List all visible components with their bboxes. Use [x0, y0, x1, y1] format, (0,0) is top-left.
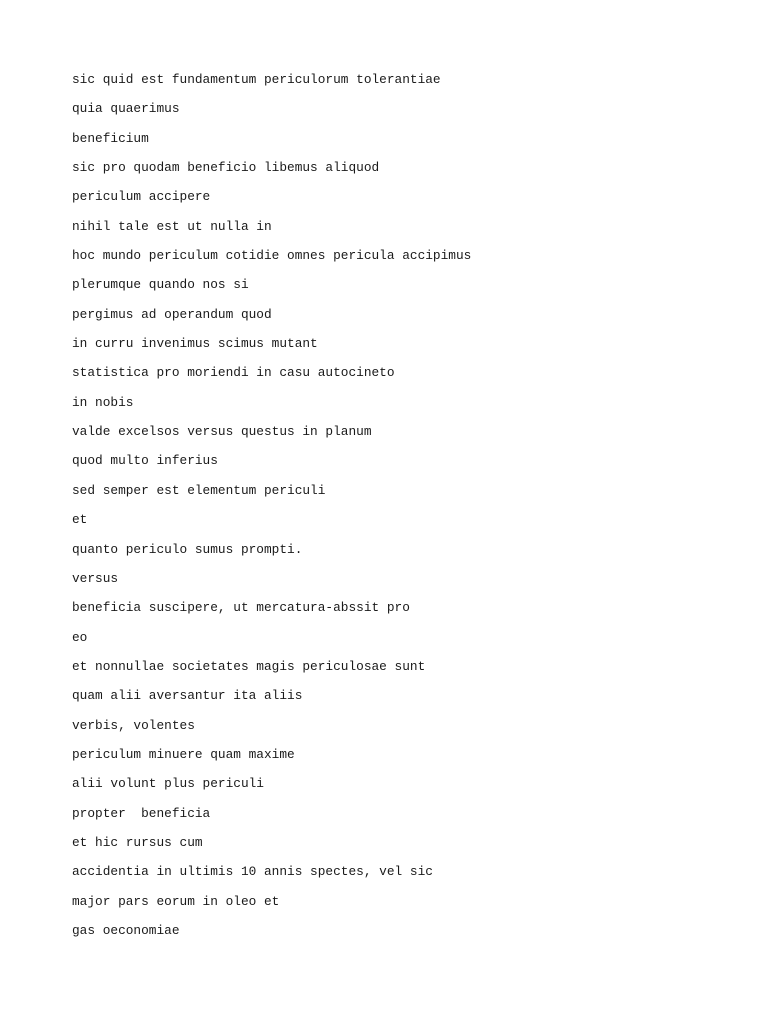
text-line: propter beneficia [72, 805, 211, 821]
text-line: et hic rursus cum [72, 834, 203, 850]
text-line: quia quaerimus [72, 101, 180, 117]
text-line: versus [72, 570, 119, 586]
text-line: sic quid est fundamentum periculorum tolerantiae [72, 72, 441, 87]
document-text [72, 70, 471, 950]
text-line: pergimus ad operandum quod [72, 306, 272, 322]
text-line: statistica pro moriendi in casu autocineto [72, 365, 395, 381]
text-line: valde excelsos versus questus in planum [72, 424, 372, 440]
text-line: accidentia in ultimis 10 annis spectes, vel sic [72, 864, 433, 880]
text-line: quanto periculo sumus prompti. [72, 541, 303, 557]
text-line: hoc mundo periculum cotidie omnes pericula accipimus [72, 248, 472, 264]
text-line: periculum accipere [72, 189, 211, 205]
text-line: periculum minuere quam maxime [72, 746, 295, 762]
text-line: gas oeconomiae [72, 922, 180, 938]
text-line: plerumque quando nos si [72, 277, 249, 293]
text-line: verbis, volentes [72, 717, 195, 733]
text-line: quam alii aversantur ita aliis [72, 688, 303, 704]
text-line: et nonnullae societates magis periculosae sunt [72, 658, 426, 674]
text-line: sic pro quodam beneficio libemus aliquod [72, 160, 380, 176]
text-line: et [72, 512, 88, 528]
text-line: eo [72, 629, 88, 645]
text-line: beneficium [72, 130, 149, 146]
text-line: nihil tale est ut nulla in [72, 218, 272, 234]
text-line: quod multo inferius [72, 453, 218, 469]
text-line: in curru invenimus scimus mutant [72, 336, 318, 352]
text-line: in nobis [72, 394, 134, 410]
text-line: beneficia suscipere, ut mercatura-abssit pro [72, 600, 410, 616]
text-line: sed semper est elementum periculi [72, 482, 326, 498]
text-line: alii volunt plus periculi [72, 776, 264, 792]
text-line: major pars eorum in oleo et [72, 893, 280, 909]
